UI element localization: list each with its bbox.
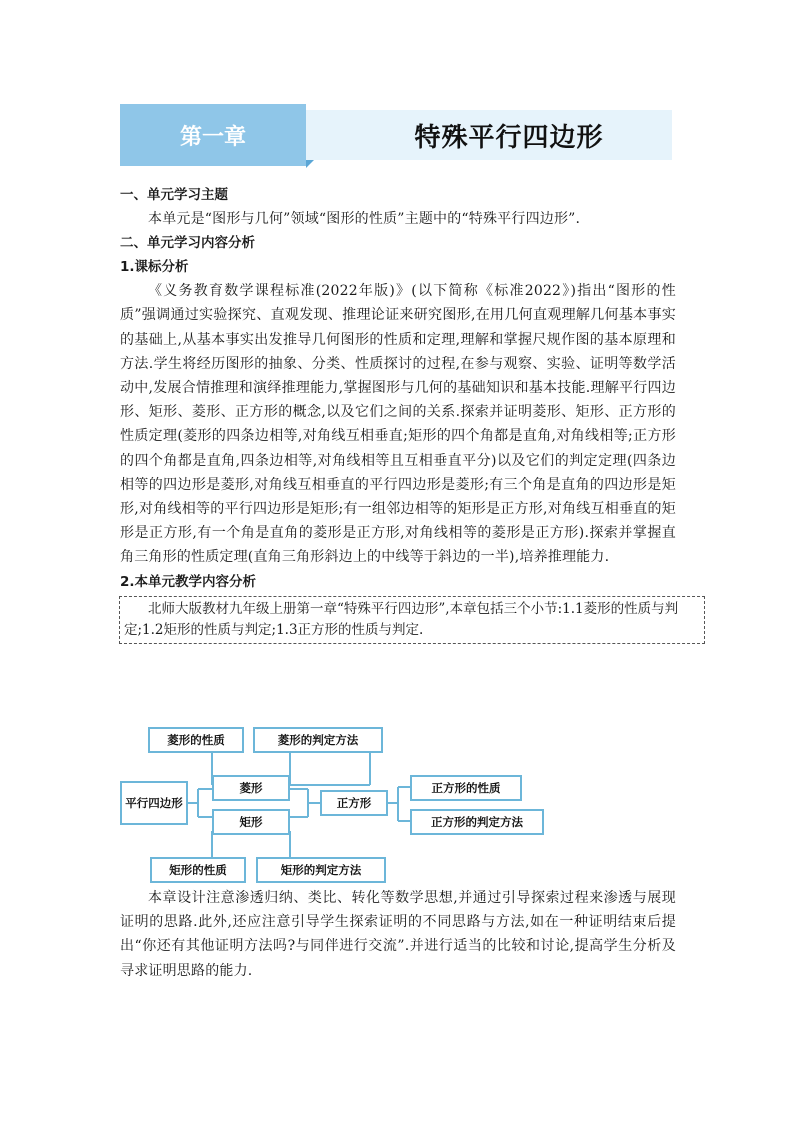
chapter-label: 第一章 <box>120 104 306 166</box>
chapter-title-box <box>306 110 672 160</box>
node-square-judgement: 正方形的判定方法 <box>410 809 544 835</box>
main-content <box>120 183 679 644</box>
subsection-heading-content: 2.本单元教学内容分析 <box>120 573 257 590</box>
standard-analysis-text: 《义务教育数学课程标准(2022年版)》(以下简称《标准2022》)指出“图形的性质”强调通过实验探究、直观发现、推理论证来研究图形,在用几何直观理解几何基本事实的基础上,从基本事实出发推导几何图形的性质和定理,理解和掌握尺规作图的基本原理和方法.学生将经历图形的抽象、分类、性质探讨的过程,在参与观察、实验、证明等数学活动中,发展合情推理和演绎推理能力,掌握图形与几何的基础知识和基本技能.理解平行四边形、矩形、菱形、正方形的概念,以及它们之间的关系.探索并证明菱形、矩形、正方形的性质定理(菱形的四条边相等,对角线互相垂直;矩形的四个角都是直角,对角线相等;正方形的四个角都是直角,四条边相等,对角线相等且互相垂直平分)以及它们的判定定理(四条边相等的四边形是菱形,对角线互相垂直的平行四边形是菱形;有三个角是直角的四边形是矩形,对角线相等的平行四边形是矩形;有一组邻边相等的矩形是正方形,对角线互相垂直的矩形是正方形,有一个角是直角的菱形是正方形,对角线相等的菱形是正方形).探索并掌握直角三角形的性质定理(直角三角形斜边上的中线等于斜边的一半),培养推理能力. <box>120 283 676 566</box>
node-rectangle-judgement: 矩形的判定方法 <box>256 857 386 883</box>
chapter-banner <box>120 104 672 166</box>
closing-content <box>120 886 676 983</box>
banner-fold-decoration <box>306 160 314 168</box>
subsection-heading-standard: 1.课标分析 <box>120 259 189 276</box>
node-square-property: 正方形的性质 <box>410 775 522 801</box>
concept-diagram <box>120 723 550 883</box>
textbook-content-box: 北师大版教材九年级上册第一章“特殊平行四边形”,本章包括三个小节:1.1菱形的性质与判定;1.2矩形的性质与判定;1.3正方形的性质与判定. <box>119 596 705 644</box>
section-heading-theme: 一、单元学习主题 <box>120 187 228 203</box>
node-parallelogram: 平行四边形 <box>120 781 188 825</box>
chapter-title: 特殊平行四边形 <box>414 122 604 153</box>
node-rhombus-property: 菱形的性质 <box>148 727 244 753</box>
node-rhombus-judgement: 菱形的判定方法 <box>253 727 383 753</box>
node-rhombus: 菱形 <box>212 775 290 801</box>
node-rectangle: 矩形 <box>212 809 290 835</box>
section-theme-text: 本单元是“图形与几何”领域“图形的性质”主题中的“特殊平行四边形”. <box>148 211 581 227</box>
node-square: 正方形 <box>320 790 388 816</box>
node-rectangle-property: 矩形的性质 <box>150 857 246 883</box>
closing-paragraph: 本章设计注意渗透归纳、类比、转化等数学思想,并通过引导探索过程来渗透与展现证明的思路.此外,还应注意引导学生探索证明的不同思路与方法,如在一种证明结束后提出“你还有其他证明方法吗?与同伴进行交流”.并进行适当的比较和讨论,提高学生分析及寻求证明思路的能力. <box>120 890 676 979</box>
section-heading-analysis: 二、单元学习内容分析 <box>120 235 255 252</box>
